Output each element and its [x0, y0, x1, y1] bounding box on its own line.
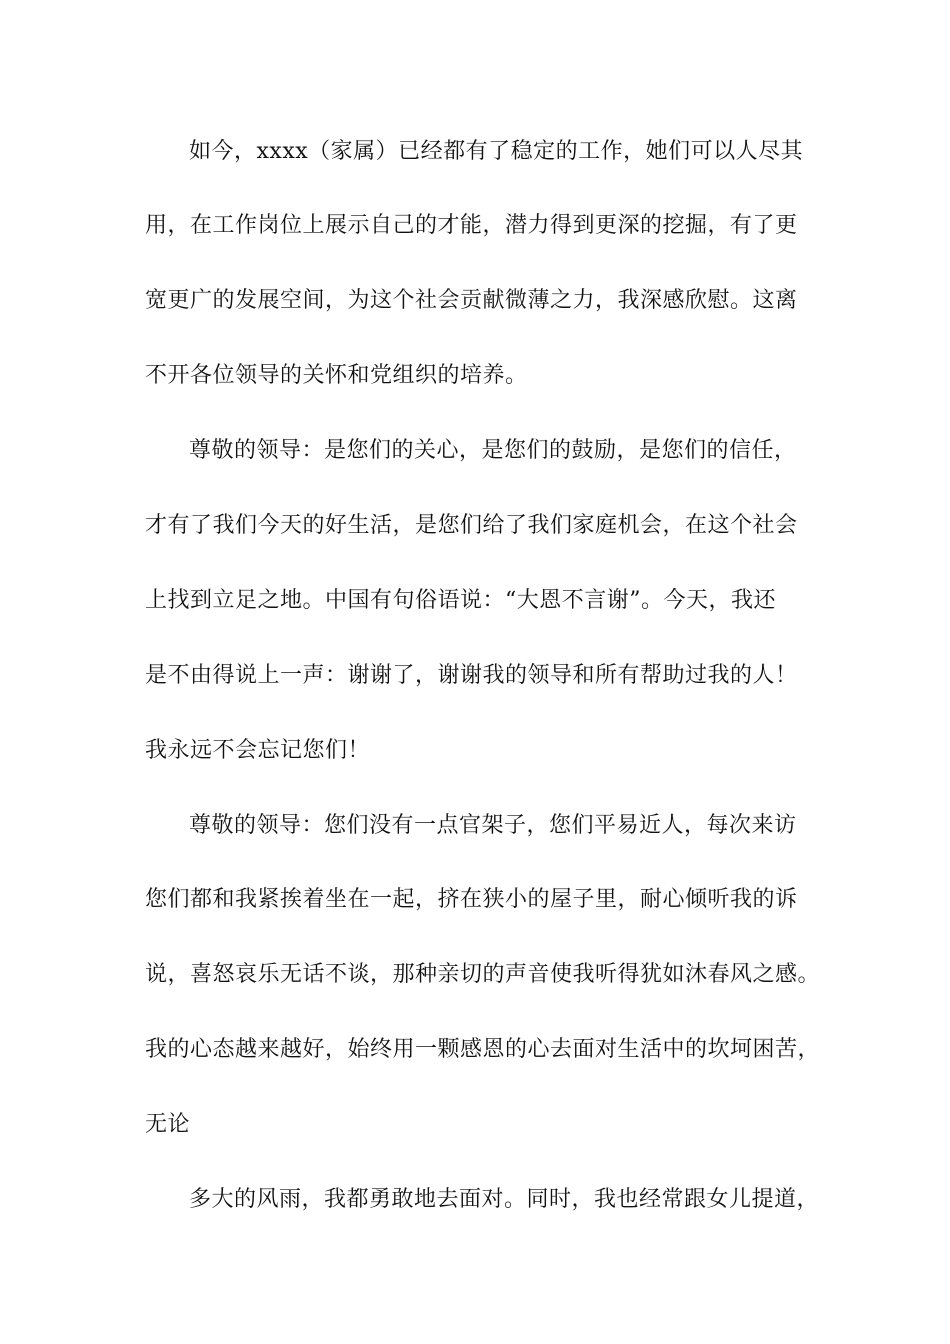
- paragraph-1-line-1: 如今，xxxx（家属）已经都有了稳定的工作，她们可以人尽其: [189, 139, 804, 164]
- paragraph-4-line-1: 多大的风雨，我都勇敢地去面对。同时，我也经常跟女儿提道，: [189, 1187, 820, 1212]
- paragraph-2-line-1: 尊敬的领导：是您们的关心，是您们的鼓励，是您们的信任，: [189, 438, 797, 463]
- paragraph-1-line-2: 用，在工作岗位上展示自己的才能，潜力得到更深的挖掘，有了更: [145, 213, 798, 238]
- paragraph-2-line-3: 上找到立足之地。中国有句俗语说：“大恩不言谢”。今天，我还: [145, 588, 776, 613]
- paragraph-2-line-5: 我永远不会忘记您们！: [145, 738, 371, 763]
- paragraph-1-line-4: 不开各位领导的关怀和党组织的培养。: [145, 363, 528, 388]
- paragraph-3-line-4: 我的心态越来越好，始终用一颗感恩的心去面对生活中的坎坷困苦，: [145, 1037, 821, 1062]
- paragraph-2-line-4: 是不由得说上一声：谢谢了，谢谢我的领导和所有帮助过我的人！: [145, 663, 798, 688]
- paragraph-3-line-3: 说，喜怒哀乐无话不谈，那种亲切的声音使我听得犹如沐春风之感。: [145, 962, 821, 987]
- paragraph-3-line-1: 尊敬的领导：您们没有一点官架子，您们平易近人，每次来访: [189, 813, 797, 838]
- paragraph-1-line-3: 宽更广的发展空间，为这个社会贡献微薄之力，我深感欣慰。这离: [145, 288, 798, 313]
- paragraph-3-line-5: 无论: [145, 1112, 191, 1137]
- paragraph-2-line-2: 才有了我们今天的好生活，是您们给了我们家庭机会，在这个社会: [145, 513, 798, 538]
- paragraph-3-line-2: 您们都和我紧挨着坐在一起，挤在狭小的屋子里，耐心倾听我的诉: [145, 887, 798, 912]
